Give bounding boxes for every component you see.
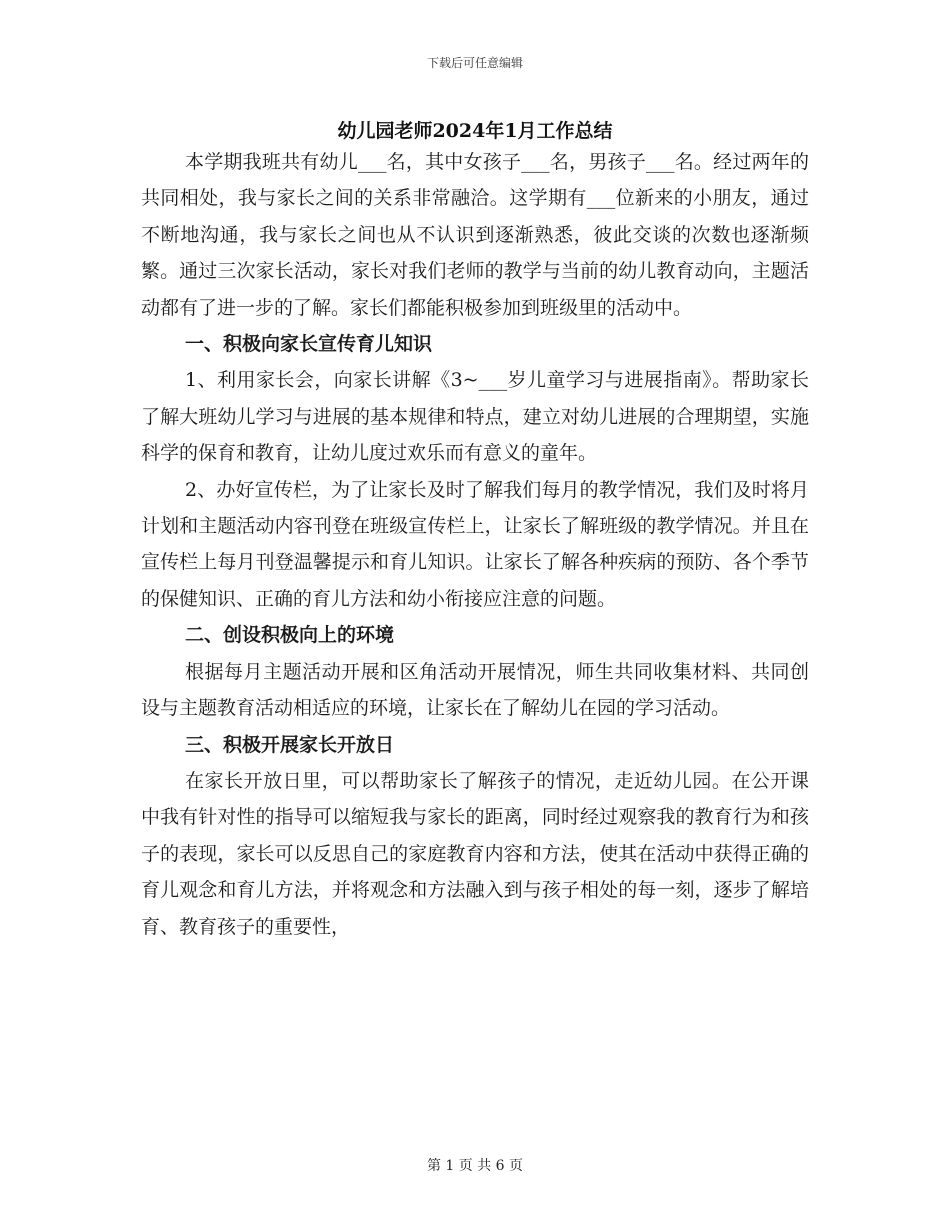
section-heading: 二、创设积极向上的环境	[185, 624, 395, 647]
page-number-footer: 第 1 页 共 6 页	[426, 1158, 524, 1174]
section-paragraph: 在家长开放日里，可以帮助家长了解孩子的情况，走近幼儿园。在公开课中我有针对性的指导可以缩短我与家长的距离，同时经过观察我的教育行为和孩子的表现，家长可以反思自己的家庭教育内容和方法，使其在活动中获得正确的育儿观念和育儿方法，并将观念和方法融入到与孩子相处的每一刻，逐步了解培育、教育孩子的重要性，	[141, 769, 809, 938]
section-heading: 一、积极向家长宣传育儿知识	[185, 333, 433, 356]
section-paragraph: 根据每月主题活动开展和区角活动开展情况，师生共同收集材料、共同创设与主题教育活动相适应的环境，让家长在了解幼儿在园的学习活动。	[141, 660, 809, 720]
section-3	[141, 727, 809, 945]
intro-paragraph: 本学期我班共有幼儿___名，其中女孩子___名，男孩子___名。经过两年的共同相处，我与家长之间的关系非常融洽。这学期有___位新来的小朋友，通过不断地沟通，我与家长之间也从不认识到逐渐熟悉，彼此交谈的次数也逐渐频繁。通过三次家长活动，家长对我们老师的教学与当前的幼儿教育动向，主题活动都有了进一步的了解。家长们都能积极参加到班级里的活动中。	[141, 151, 809, 319]
section-paragraph: 1、利用家长会，向家长讲解《3~___岁儿童学习与进展指南》。帮助家长了解大班幼儿学习与进展的基本规律和特点，建立对幼儿进展的合理期望，实施科学的保育和教育，让幼儿度过欢乐而有意义的童年。	[141, 369, 809, 465]
section-heading: 三、积极开展家长开放日	[185, 733, 395, 756]
section-2	[141, 617, 809, 726]
document-body	[141, 144, 809, 945]
section-1	[141, 326, 809, 617]
page-header-note: 下载后可任意编辑	[426, 56, 523, 70]
section-paragraph: 2、办好宣传栏，为了让家长及时了解我们每月的教学情况，我们及时将月计划和主题活动内容刊登在班级宣传栏上，让家长了解班级的教学情况。并且在宣传栏上每月刊登温馨提示和育儿知识。让家长了解各种疾病的预防、各个季节的保健知识、正确的育儿方法和幼小衔接应注意的问题。	[141, 478, 809, 610]
document-title: 幼儿园老师2024年1月工作总结	[337, 120, 613, 142]
